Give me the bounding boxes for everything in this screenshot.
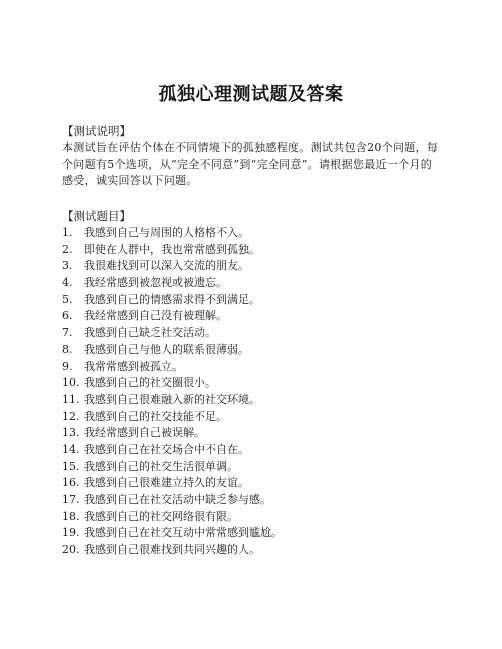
question-text: 我感到自己的社交生活很单调。 [84, 459, 238, 473]
question-item [62, 442, 442, 459]
question-item [62, 409, 442, 426]
question-number: 1. [62, 226, 73, 239]
question-number: 16. [62, 476, 80, 490]
question-item [62, 225, 442, 242]
question-number: 15. [62, 459, 80, 473]
question-text: 我感到自己的社交圈很小。 [84, 376, 216, 390]
question-text: 我感到自己的情感需求得不到满足。 [84, 292, 260, 306]
question-item [62, 425, 442, 442]
question-item [62, 342, 442, 359]
question-text: 我感到自己在社交场合中不自在。 [84, 442, 249, 456]
question-number: 11. [62, 392, 80, 406]
question-item [62, 459, 442, 476]
question-item [62, 325, 442, 342]
question-text: 我很难找到可以深入交流的朋友。 [84, 259, 249, 273]
question-text: 我感到自己与周围的人格格不入。 [84, 226, 249, 239]
question-text: 我感到自己在社交互动中常常感到尴尬。 [84, 526, 282, 540]
question-item [62, 242, 442, 259]
question-text: 我感到自己很难找到共同兴趣的人。 [84, 543, 260, 557]
question-number: 3. [62, 259, 73, 273]
question-number: 19. [62, 526, 80, 540]
questions-heading: 【测试题目】 [62, 209, 131, 223]
question-list [62, 225, 442, 559]
question-number: 12. [62, 409, 80, 423]
question-number: 5. [62, 292, 73, 306]
question-text: 我经常感到自己被误解。 [84, 426, 205, 440]
question-number: 10. [62, 376, 80, 390]
question-text: 我常常感到被孤立。 [84, 359, 183, 373]
question-item [62, 359, 442, 376]
question-number: 18. [62, 509, 80, 523]
question-item [62, 509, 442, 526]
question-text: 我感到自己很难融入新的社交环境。 [84, 392, 260, 406]
question-text: 我感到自己与他人的联系很薄弱。 [84, 342, 249, 356]
question-number: 9. [62, 359, 73, 373]
question-item [62, 258, 442, 275]
question-number: 4. [62, 276, 73, 290]
question-number: 2. [62, 242, 73, 256]
question-item [62, 292, 442, 309]
question-text: 我感到自己缺乏社交活动。 [84, 326, 216, 340]
question-number: 8. [62, 342, 73, 356]
question-item [62, 308, 442, 325]
intro-heading: 【测试说明】 [62, 124, 131, 138]
question-item [62, 475, 442, 492]
question-item [62, 375, 442, 392]
document-title: 孤独心理测试题及答案 [158, 84, 344, 105]
question-item [62, 525, 442, 542]
question-text: 我经常感到被忽视或被遗忘。 [84, 276, 227, 290]
question-number: 7. [62, 326, 73, 340]
question-text: 我经常感到自己没有被理解。 [84, 309, 227, 323]
question-text: 我感到自己在社交活动中缺乏参与感。 [84, 493, 271, 506]
question-item [62, 275, 442, 292]
question-number: 6. [62, 309, 73, 323]
question-text: 我感到自己很难建立持久的友谊。 [84, 476, 249, 490]
question-text: 即使在人群中，我也常常感到孤独。 [84, 242, 260, 256]
question-text: 我感到自己的社交网络很有限。 [84, 509, 238, 523]
question-item [62, 542, 442, 559]
question-number: 13. [62, 426, 80, 440]
question-item [62, 392, 442, 409]
question-number: 17. [62, 493, 80, 506]
question-number: 14. [62, 442, 80, 456]
question-item [62, 492, 442, 509]
question-text: 我感到自己的社交技能不足。 [84, 409, 227, 423]
intro-paragraph: 本测试旨在评估个体在不同情境下的孤独感程度。测试共包含20个问题，每个问题有5个选项，从“完全不同意”到“完全同意”。请根据您最近一个月的感受，诚实回答以下问题。 [62, 141, 439, 187]
question-number: 20. [62, 543, 80, 557]
